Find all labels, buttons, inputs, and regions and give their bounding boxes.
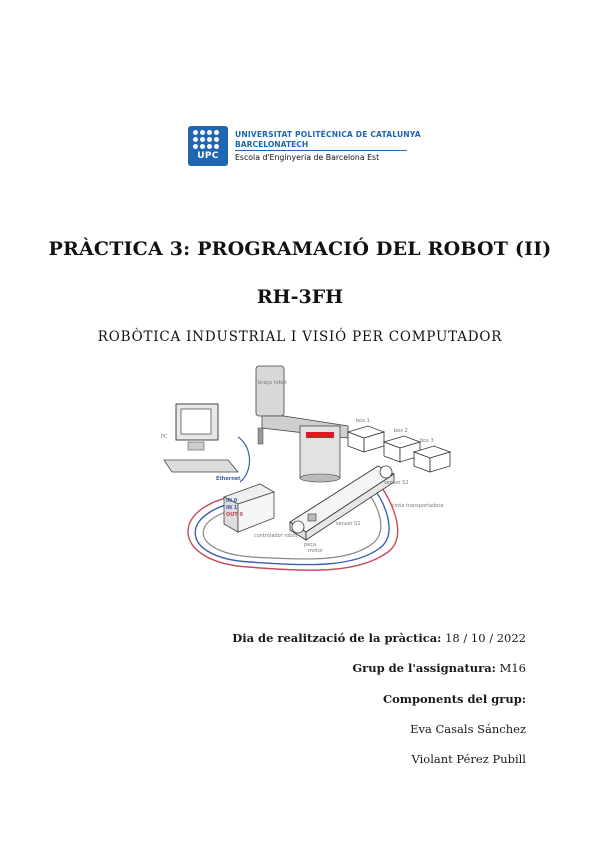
members-heading [383,692,526,706]
member-2: Violant Pérez Pubill [411,752,526,766]
date-label: Dia de realització de la pràctica: [232,631,442,645]
label-box2: box 2 [394,428,408,434]
label-piece: peça [304,542,317,548]
pc-icon [164,404,238,472]
label-out0: OUT 0 [226,512,243,518]
label-sensor-s1: sensor S1 [336,521,361,527]
label-in0: IN 0 [226,498,238,504]
subject-name: ROBÒTICA INDUSTRIAL I VISIÓ PER COMPUTADOR [97,329,503,345]
label-box3: box 3 [420,438,434,444]
document-title: PRÀCTICA 3: PROGRAMACIÓ DEL ROBOT (II) [48,238,552,260]
university-logo [188,126,421,168]
label-motor: motor [308,548,324,554]
label-robot-arm: braço robot [258,380,287,386]
school-name: Escola d'Enginyeria de Barcelona Est [235,153,380,162]
upc-logo-text: UPC [197,151,219,161]
label-sensor-s2: sensor S2 [384,480,409,486]
robot-model: RH-3FH [256,286,344,308]
member-1: Eva Casals Sánchez [410,722,526,736]
upc-logo-mark [188,126,228,166]
practice-date [232,631,526,645]
university-name: UNIVERSITAT POLITÈCNICA DE CATALUNYA [235,130,421,139]
label-controller: controlador robot [254,533,298,539]
group-value: M16 [499,661,526,675]
date-value: 18 / 10 / 2022 [445,631,526,645]
label-box1: box 1 [356,418,370,424]
university-subname: BARCELONATECH [235,140,309,149]
label-pc: PC [161,434,168,440]
label-in1: IN 1 [226,505,238,511]
group-label: Grup de l'assignatura: [352,661,496,675]
group-info [352,661,526,675]
label-conveyor: cinta transportadora [392,503,444,509]
logo-divider [235,150,407,151]
members-label: Components del grup: [382,692,526,706]
robot-cell-diagram [158,362,454,580]
label-ethernet: Ethernet [216,476,241,482]
